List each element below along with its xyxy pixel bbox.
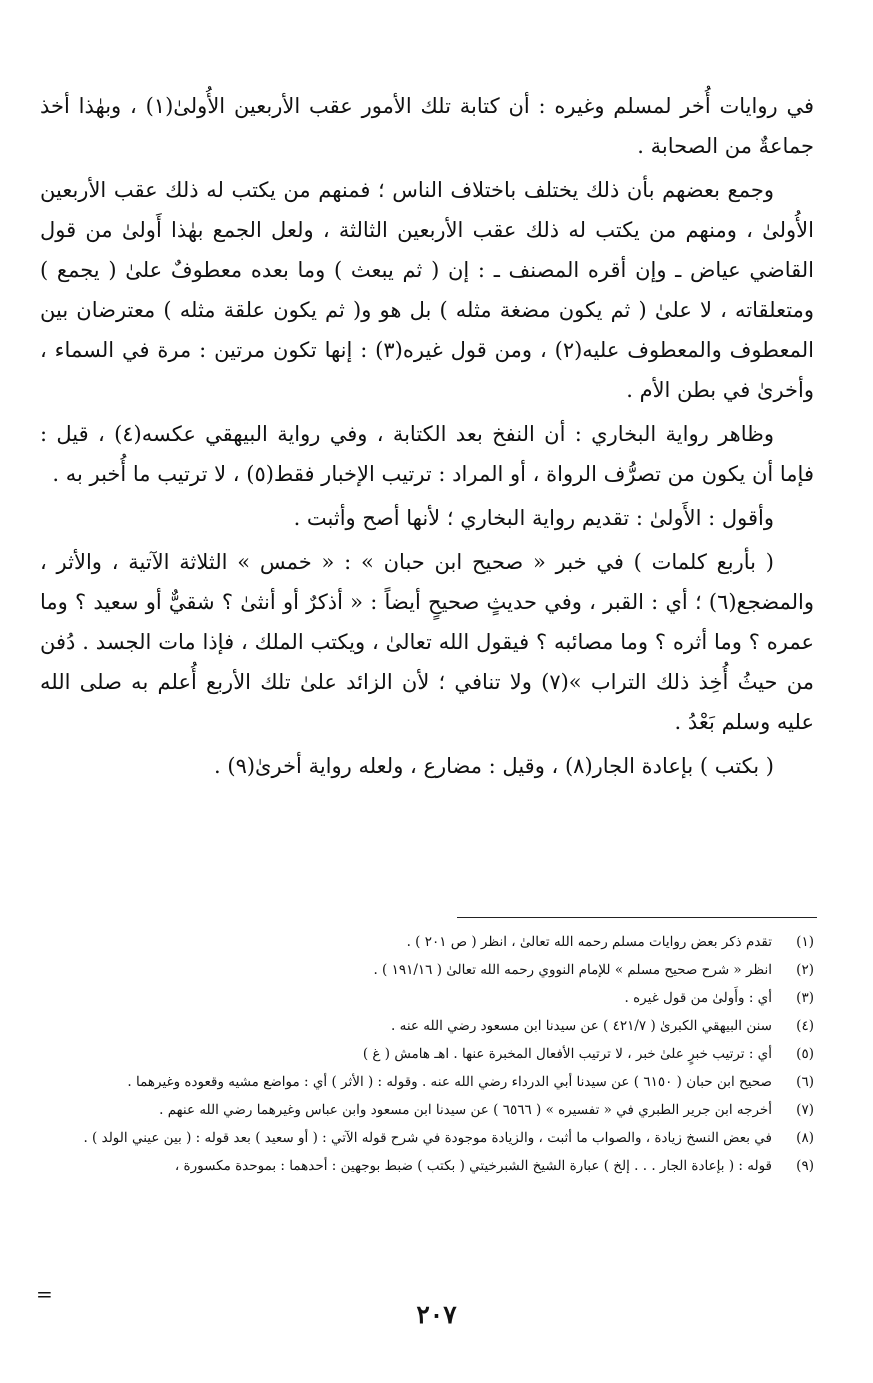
footnote-number: (٣): [796, 990, 814, 1006]
footnote-number: (٧): [796, 1102, 814, 1118]
footnote-number: (٦): [796, 1074, 814, 1090]
footnote-text: تقدم ذكر بعض روايات مسلم رحمه الله تعالىٰ ، انظر ( ص ٢٠١ ) .: [406, 934, 772, 950]
paragraph: ( بكتب ) بإعادة الجار(٨) ، وقيل : مضارع ، ولعله رواية أخرىٰ(٩) .: [214, 754, 774, 778]
continuation-mark: =: [36, 1282, 53, 1306]
paragraph: وأقول : الأَولىٰ : تقديم رواية البخاري ؛ لأنها أصح وأثبت .: [293, 506, 774, 530]
footnote: [40, 1071, 814, 1094]
paragraph: وظاهر رواية البخاري : أن النفخ بعد الكتابة ، وفي رواية البيهقي عكسه(٤) ، قيل : فإما أن يكون من تصرُّف الرواة ، أو المراد : ترتيب الإخبار فقط(٥) ، لا ترتيب ما أُخبر به .: [40, 422, 814, 486]
footnote-text: في بعض النسخ زيادة ، والصواب ما أثبت ، والزيادة موجودة في شرح قوله الآتي : ( أو سعيد ) بعد قوله : ( بين عيني الولد ) .: [83, 1130, 772, 1146]
paragraph: في روايات أُخر لمسلم وغيره : أن كتابة تلك الأمور عقب الأربعين الأُولىٰ(١) ، وبهٰذا أخذ جماعةٌ من الصحابة .: [40, 94, 815, 158]
page-number: ٢٠٧: [416, 1300, 457, 1329]
footnote: [40, 1155, 814, 1178]
paragraph: ( بأربع كلمات ) في خبر « صحيح ابن حبان » : « خمس » الثلاثة الآتية ، والأثر ، والمضجع(٦) ؛ أي : القبر ، وفي حديثٍ صحيحٍ أيضاً : « أذكرٌ أو أنثىٰ ؟ شقيٌّ أو سعيد ؟ وما عمره ؟ وما أثره ؟ وما مصائبه ؟ فيقول الله تعالىٰ ، ويكتب الملك ، فإذا مات الجسد . دُفن من حيثُ أُخِذ ذلك التراب »(٧) ولا تنافي ؛ لأن الزائد علىٰ تلك الأربع أُعلم به صلى الله عليه وسلم بَعْدُ .: [40, 550, 815, 734]
footnote-text: أي : وأَولىٰ من قول غيره .: [624, 990, 772, 1006]
footnote-number: (٩): [796, 1158, 814, 1174]
footnotes: [40, 931, 814, 1183]
footnote: [40, 959, 814, 982]
main-text: [40, 86, 814, 786]
footnote: [40, 1099, 814, 1122]
paragraph: وجمع بعضهم بأن ذلك يختلف باختلاف الناس ؛ فمنهم من يكتب له ذلك عقب الأربعين الأُولىٰ ، ومنهم من يكتب له ذلك عقب الأربعين الثالثة ، ولعل الجمع بهٰذا أَولىٰ من قول القاضي عياض ـ وإن أقره المصنف ـ : إن ( ثم يبعث ) وما بعده معطوفٌ علىٰ ( يجمع ) ومتعلقاته ، لا علىٰ ( ثم يكون مضغة مثله ) بل هو و( ثم يكون علقة مثله ) معترضان بين المعطوف والمعطوف عليه(٢) ، ومن قول غيره(٣) : إنها تكون مرتين : مرة في السماء ، وأخرىٰ في بطن الأم .: [40, 178, 814, 402]
footnote-number: (٥): [796, 1046, 814, 1062]
footnote-text: سنن البيهقي الكبرىٰ ( ٤٢١/٧ ) عن سيدنا ابن مسعود رضي الله عنه .: [391, 1018, 772, 1034]
footnote-text: قوله : ( بإعادة الجار . . . إلخ ) عبارة الشيخ الشبرخيتي ( بكتب ) ضبط بوجهين : أحدهما : بموحدة مكسورة ،: [174, 1158, 772, 1174]
footnote-text: أي : ترتيب خبرٍ علىٰ خبر ، لا ترتيب الأفعال المخبرة عنها . اهـ هامش ( غ ): [362, 1046, 772, 1062]
footnote: [40, 1127, 814, 1150]
footnote: [40, 1043, 814, 1066]
footnote-number: (٢): [796, 962, 814, 978]
footnote-text: انظر « شرح صحيح مسلم » للإمام النووي رحمه الله تعالىٰ ( ١٩١/١٦ ) .: [373, 962, 772, 978]
footnote: [40, 1015, 814, 1038]
footnote-number: (٤): [796, 1018, 814, 1034]
footnote: [40, 987, 814, 1010]
footnote-text: صحيح ابن حبان ( ٦١٥٠ ) عن سيدنا أبي الدرداء رضي الله عنه . وقوله : ( الأثر ) أي : مواضع مشيه وقعوده وغيرهما .: [127, 1074, 772, 1090]
footnote-number: (١): [796, 934, 814, 950]
footnote-number: (٨): [796, 1130, 814, 1146]
footnote-text: أخرجه ابن جرير الطبري في « تفسيره » ( ٦٥٦٦ ) عن سيدنا ابن مسعود وابن عباس وغيرهما رضي الله عنهم .: [159, 1102, 772, 1118]
footnote-separator: [457, 917, 817, 918]
footnote: [40, 931, 814, 954]
